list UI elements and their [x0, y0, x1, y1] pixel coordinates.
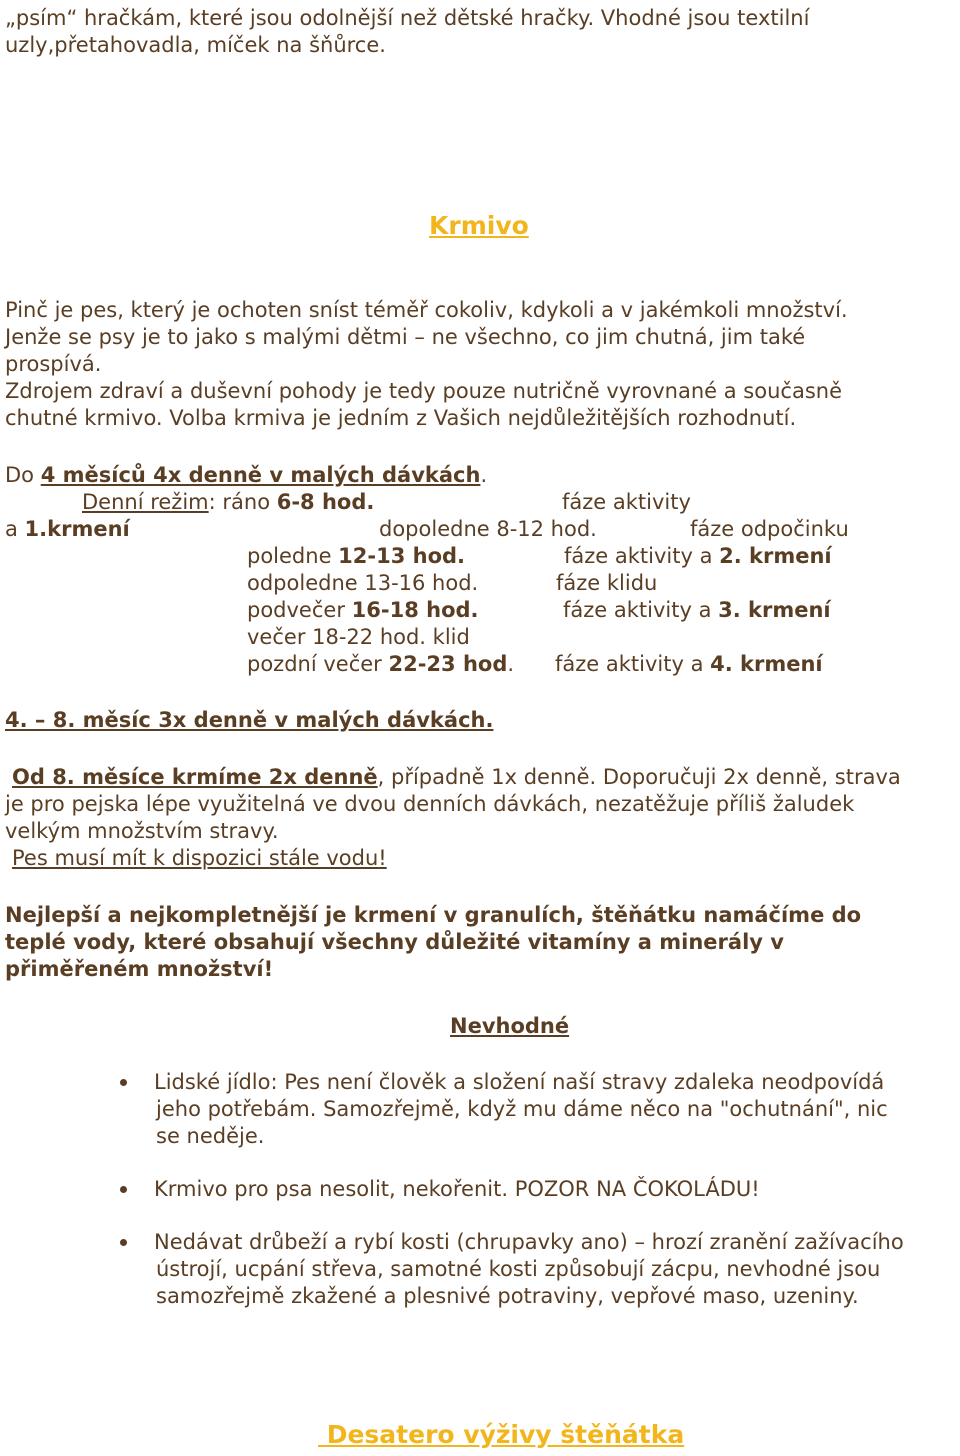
- nevhodne-item-3-line-2: ústrojí, ucpání střeva, samotné kosti způsobují zácpu, nevhodné jsou: [156, 1257, 881, 1281]
- intro-line-2: uzly,přetahovadla, míček na šňůrce.: [5, 33, 386, 57]
- schedule-pozdni-vecer: pozdní večer 22-23 hod.: [247, 652, 515, 676]
- water-note: Pes musí mít k dispozici stále vodu!: [12, 846, 387, 870]
- nevhodne-item-2-line-1: Krmivo pro psa nesolit, nekořenit. POZOR NA ČOKOLÁDU!: [154, 1177, 760, 1201]
- best-line-1: Nejlepší a nejkompletnější je krmení v granulích, štěňátku namáčíme do: [5, 903, 862, 927]
- bullet-icon: [120, 1186, 127, 1193]
- schedule-poledne: poledne 12-13 hod.: [247, 544, 466, 568]
- months-od-8-line-1: Od 8. měsíce krmíme 2x denně, případně 1x denně. Doporučuji 2x denně, strava: [12, 765, 901, 789]
- schedule-rano: Denní režim: ráno 6-8 hod.: [82, 490, 375, 514]
- schedule-rano-phase: fáze aktivity: [562, 490, 691, 514]
- schedule-dopoledne-phase: fáze odpočinku: [690, 517, 849, 541]
- schedule-intro: Do 4 měsíců 4x denně v malých dávkách.: [5, 463, 488, 487]
- intro-line-1: „psím“ hračkám, které jsou odolnější než dětské hračky. Vhodné jsou textilní: [5, 6, 810, 30]
- schedule-odpoledne-phase: fáze klidu: [556, 571, 658, 595]
- krmivo-p1-line-3: prospívá.: [5, 352, 102, 376]
- schedule-odpoledne: odpoledne 13-16 hod.: [247, 571, 479, 595]
- section-heading-desatero: Desatero výživy štěňátka: [318, 1420, 685, 1449]
- months-line-2: je pro pejska lépe využitelná ve dvou denních dávkách, nezatěžuje příliš žaludek: [5, 792, 855, 816]
- months-line-3: velkým množstvím stravy.: [5, 819, 279, 843]
- nevhodne-item-1-line-3: se neděje.: [156, 1124, 265, 1148]
- nevhodne-item-3-line-3: samozřejmě zkažené a plesnivé potraviny, vepřové maso, uzeniny.: [156, 1284, 859, 1308]
- nevhodne-item-1-line-1: Lidské jídlo: Pes není člověk a složení naší stravy zdaleka neodpovídá: [154, 1070, 885, 1094]
- krmivo-p2-line-2: chutné krmivo. Volba krmiva je jedním z Vašich nejdůležitějších rozhodnutí.: [5, 406, 797, 430]
- section-heading-nevhodne: Nevhodné: [450, 1014, 570, 1038]
- bullet-icon: [120, 1239, 127, 1246]
- schedule-vecer: večer 18-22 hod. klid: [247, 625, 470, 649]
- schedule-podvecer: podvečer 16-18 hod.: [247, 598, 479, 622]
- best-line-2: teplé vody, které obsahují všechny důležité vitamíny a minerály v: [5, 930, 784, 954]
- schedule-podvecer-phase: fáze aktivity a 3. krmení: [563, 598, 831, 622]
- krmivo-p2-line-1: Zdrojem zdraví a duševní pohody je tedy pouze nutričně vyrovnané a současně: [5, 379, 842, 403]
- schedule-dopoledne: dopoledne 8-12 hod.: [379, 517, 597, 541]
- schedule-pozdni-phase: fáze aktivity a 4. krmení: [555, 652, 823, 676]
- months-4-8: 4. – 8. měsíc 3x denně v malých dávkách.: [5, 708, 494, 732]
- krmivo-p1-line-1: Pinč je pes, který je ochoten sníst téměř cokoliv, kdykoli a v jakémkoli množství.: [5, 298, 848, 322]
- krmivo-p1-line-2: Jenže se psy je to jako s malými dětmi – ne všechno, co jim chutná, jim také: [5, 325, 806, 349]
- bullet-icon: [120, 1079, 127, 1086]
- nevhodne-item-3-line-1: Nedávat drůbeží a rybí kosti (chrupavky ano) – hrozí zranění zažívacího: [154, 1230, 904, 1254]
- section-heading-krmivo: Krmivo: [429, 211, 529, 240]
- schedule-krmeni-1: a 1.krmení: [5, 517, 130, 541]
- nevhodne-item-1-line-2: jeho potřebám. Samozřejmě, když mu dáme něco na "ochutnání", nic: [156, 1097, 888, 1121]
- best-line-3: přiměřeném množství!: [5, 957, 274, 981]
- schedule-poledne-phase: fáze aktivity a 2. krmení: [564, 544, 832, 568]
